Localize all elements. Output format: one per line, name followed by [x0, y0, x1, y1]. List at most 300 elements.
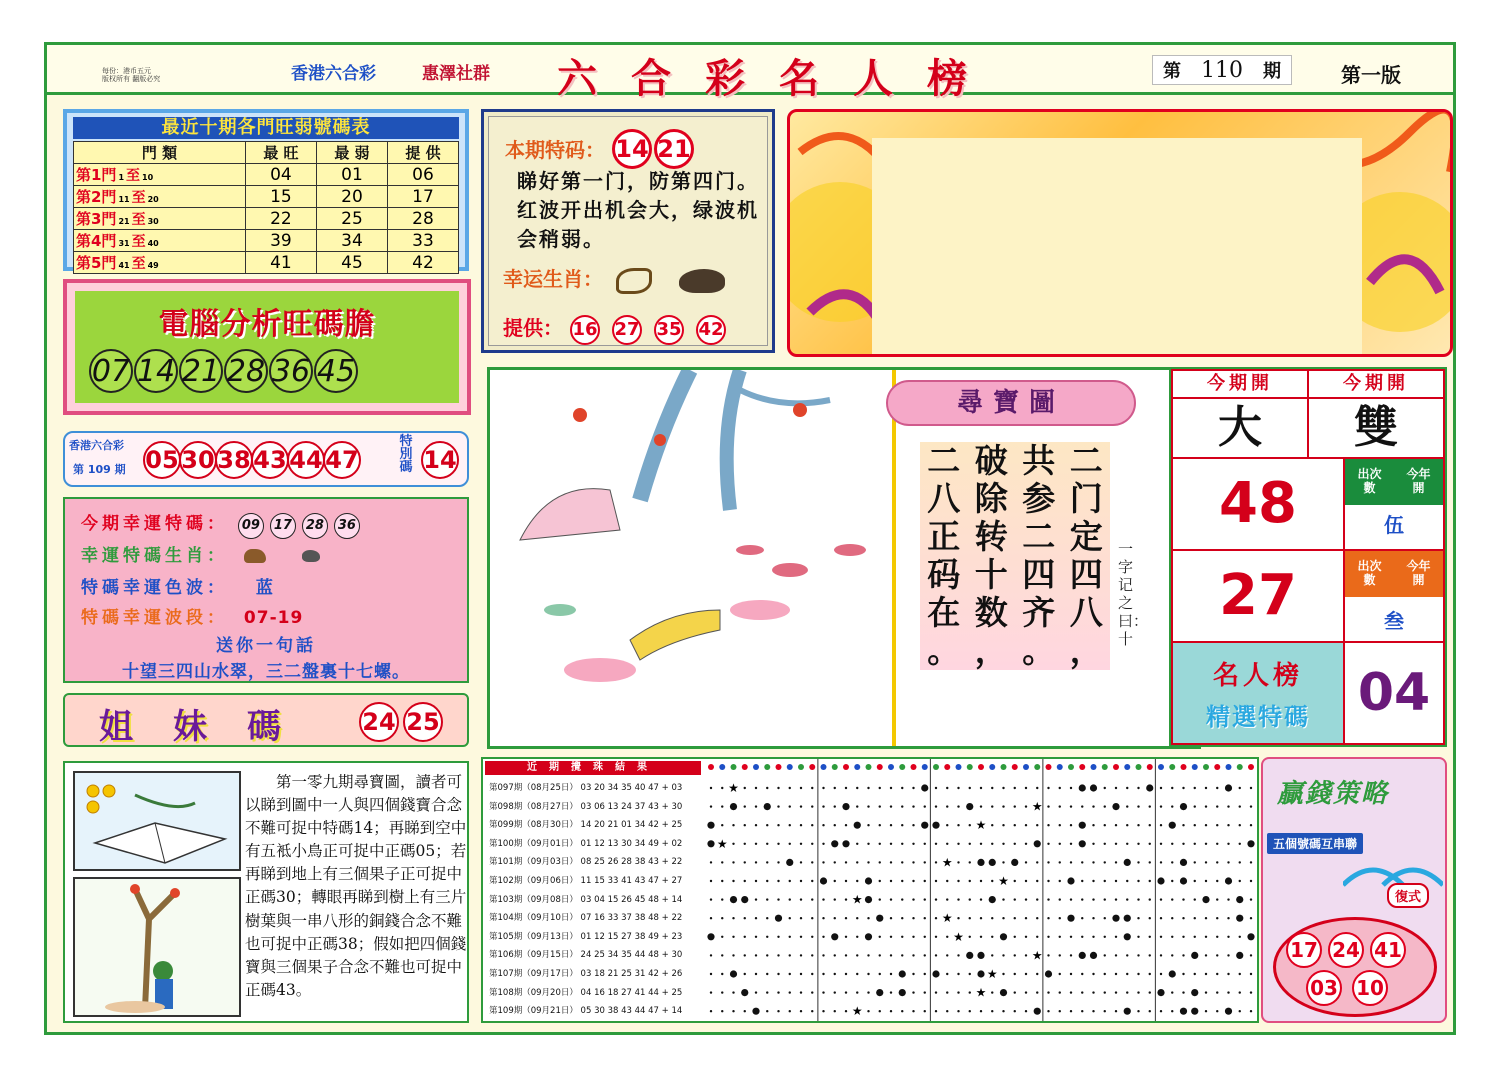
empty-dot: [969, 843, 971, 845]
result-numbers: 24 25 34 35 44 48 + 30: [577, 950, 683, 961]
provide-ball: 42: [696, 315, 726, 345]
sister-title: 姐妹碼: [99, 707, 321, 747]
column-marker: [1102, 764, 1108, 770]
empty-dot: [957, 1010, 959, 1012]
empty-dot: [1115, 787, 1117, 789]
empty-dot: [1171, 787, 1173, 789]
sister-ball: 25: [403, 702, 443, 742]
empty-dot: [867, 861, 869, 863]
empty-dot: [1194, 787, 1196, 789]
drawn-dot: [989, 896, 996, 903]
drawn-dot: [707, 840, 714, 847]
empty-dot: [1025, 880, 1027, 882]
empty-dot: [1081, 936, 1083, 938]
empty-dot: [1092, 973, 1094, 975]
empty-dot: [890, 787, 892, 789]
drawn-dot: [865, 877, 872, 884]
empty-dot: [755, 917, 757, 919]
column-marker: [1034, 764, 1040, 770]
empty-dot: [1216, 1010, 1218, 1012]
drawn-dot: [1079, 952, 1086, 959]
drawn-dot: [977, 952, 984, 959]
result-issue: 第106期（09月15日）: [489, 950, 578, 961]
empty-dot: [1014, 880, 1016, 882]
empty-dot: [1205, 991, 1207, 993]
draw-ball: 05: [143, 441, 181, 479]
column-marker: [1046, 764, 1052, 770]
empty-dot: [1194, 880, 1196, 882]
empty-dot: [1160, 824, 1162, 826]
table-row: [74, 252, 459, 274]
empty-dot: [1160, 843, 1162, 845]
empty-dot: [845, 991, 847, 993]
result-issue: 第098期（08月27日）: [489, 801, 578, 812]
empty-dot: [901, 861, 903, 863]
last-draw-numbers: [143, 441, 359, 479]
strength-table-title: 最近十期各門旺弱號碼表: [73, 117, 459, 139]
column-marker: [1012, 764, 1018, 770]
empty-dot: [879, 1010, 881, 1012]
empty-dot: [1227, 954, 1229, 956]
empty-dot: [1115, 936, 1117, 938]
column-marker: [1057, 764, 1063, 770]
empty-dot: [1115, 861, 1117, 863]
cold-cell: 20: [316, 186, 387, 208]
lucky-range-label: 特碼幸運波段：: [81, 608, 228, 628]
drawn-dot: [1191, 1008, 1198, 1015]
empty-dot: [1059, 787, 1061, 789]
empty-dot: [1149, 917, 1151, 919]
range-to: 20: [147, 195, 159, 204]
result-issue: 第099期（08月30日）: [489, 820, 578, 831]
special-star: ★: [986, 967, 998, 981]
empty-dot: [1047, 898, 1049, 900]
result-issue: 第103期（09月08日）: [489, 894, 578, 905]
result-issue: 第108期（09月20日）: [489, 987, 578, 998]
empty-dot: [1216, 824, 1218, 826]
empty-dot: [766, 787, 768, 789]
empty-dot: [1115, 898, 1117, 900]
empty-dot: [1092, 917, 1094, 919]
empty-dot: [1070, 1010, 1072, 1012]
treasure-explanation-text: 第一零九期尋寶圖，讀者可以睇到圖中一人與四個錢寶合念不難可捉中特碼14；再睇到空中有五袛小鳥正可捉中正碼05；若再睇到地上有三個果子正可捉中正碼30；轉眼再睇到樹上有三片樹葉與一串八形的銅錢合念不難也可捉中正碼38；假如把四個錢寶與三個果子合念不難也可捉中正碼43。: [245, 773, 467, 999]
empty-dot: [1025, 898, 1027, 900]
special-code-text: 睇好第一门，防第四门。红波开出机会大，绿波机会稍弱。: [517, 169, 759, 251]
treasure-explanation-box: [63, 761, 469, 1023]
sister-numbers: [359, 702, 443, 742]
recent-results-box: [481, 757, 1259, 1023]
poem-char: 正: [927, 517, 961, 556]
drawn-dot: [820, 877, 827, 884]
empty-dot: [924, 880, 926, 882]
range-to: 49: [147, 261, 159, 270]
empty-dot: [1194, 805, 1196, 807]
empty-dot: [957, 954, 959, 956]
empty-dot: [1059, 973, 1061, 975]
empty-dot: [800, 787, 802, 789]
page-title: 六合彩名人榜: [557, 55, 1001, 102]
empty-dot: [1137, 787, 1139, 789]
draw-info-grid: [1169, 367, 1447, 747]
gate-cell: [74, 186, 246, 208]
empty-dot: [991, 843, 993, 845]
empty-dot: [1081, 917, 1083, 919]
empty-dot: [732, 824, 734, 826]
empty-dot: [1239, 787, 1241, 789]
empty-dot: [1160, 936, 1162, 938]
count-tag-box-1: [1343, 457, 1445, 551]
empty-dot: [1149, 824, 1151, 826]
drawn-dot: [1000, 933, 1007, 940]
poem-char: 共: [1022, 441, 1056, 480]
empty-dot: [1250, 917, 1252, 919]
empty-dot: [1025, 805, 1027, 807]
special-star: ★: [975, 985, 987, 1000]
column-marker: [877, 764, 883, 770]
special-star: ★: [975, 818, 987, 833]
empty-dot: [1205, 787, 1207, 789]
empty-dot: [1059, 954, 1061, 956]
empty-dot: [755, 843, 757, 845]
poem-char: 二: [1069, 441, 1103, 480]
open-header-1: 今期開: [1171, 369, 1309, 399]
draw-ball: 47: [323, 441, 361, 479]
empty-dot: [924, 843, 926, 845]
empty-dot: [1025, 954, 1027, 956]
special-star: ★: [728, 781, 739, 795]
drawn-dot: [707, 933, 714, 940]
empty-dot: [1070, 787, 1072, 789]
poem-char: 。: [927, 631, 961, 670]
empty-dot: [1160, 917, 1162, 919]
empty-dot: [1115, 954, 1117, 956]
count-tag-a: 出次數: [1357, 559, 1382, 587]
col-header: 最 旺: [245, 142, 316, 164]
empty-dot: [789, 936, 791, 938]
empty-dot: [856, 843, 858, 845]
empty-dot: [1182, 936, 1184, 938]
drawn-dot: [865, 933, 872, 940]
empty-dot: [901, 880, 903, 882]
empty-dot: [867, 805, 869, 807]
column-marker: [1124, 764, 1130, 770]
poem-char: ，: [974, 631, 1008, 670]
empty-dot: [867, 973, 869, 975]
empty-dot: [1239, 991, 1241, 993]
column-marker: [956, 764, 962, 770]
empty-dot: [744, 954, 746, 956]
drawn-dot: [865, 896, 872, 903]
count-tag-a: 出次數: [1357, 467, 1382, 495]
empty-dot: [1137, 1010, 1139, 1012]
provide-row: [503, 312, 738, 345]
drawn-dot: [1157, 877, 1164, 884]
poem-column: [968, 442, 1016, 670]
empty-dot: [1047, 880, 1049, 882]
empty-dot: [935, 787, 937, 789]
empty-dot: [1149, 880, 1151, 882]
empty-dot: [912, 787, 914, 789]
empty-dot: [732, 880, 734, 882]
empty-dot: [1104, 1010, 1106, 1012]
column-marker: [1192, 764, 1198, 770]
column-marker: [866, 764, 872, 770]
empty-dot: [980, 898, 982, 900]
empty-dot: [710, 805, 712, 807]
empty-dot: [811, 787, 813, 789]
empty-dot: [991, 917, 993, 919]
empty-dot: [1250, 805, 1252, 807]
empty-dot: [1160, 954, 1162, 956]
empty-dot: [901, 936, 903, 938]
empty-dot: [946, 898, 948, 900]
lucky-number: 17: [270, 513, 296, 539]
empty-dot: [1160, 805, 1162, 807]
empty-dot: [845, 1010, 847, 1012]
empty-dot: [766, 991, 768, 993]
lucky-zodiac-row: [503, 263, 725, 294]
empty-dot: [789, 898, 791, 900]
empty-dot: [912, 936, 914, 938]
empty-dot: [935, 805, 937, 807]
empty-dot: [1227, 898, 1229, 900]
column-marker: [922, 764, 928, 770]
empty-dot: [1182, 973, 1184, 975]
empty-dot: [1002, 843, 1004, 845]
empty-dot: [811, 805, 813, 807]
empty-dot: [1227, 861, 1229, 863]
column-marker: [1237, 764, 1243, 770]
column-marker: [764, 764, 770, 770]
empty-dot: [1002, 1010, 1004, 1012]
empty-dot: [957, 824, 959, 826]
empty-dot: [755, 861, 757, 863]
empty-dot: [1227, 936, 1229, 938]
empty-dot: [834, 898, 836, 900]
empty-dot: [1059, 1010, 1061, 1012]
empty-dot: [1149, 898, 1151, 900]
empty-dot: [800, 917, 802, 919]
empty-dot: [1194, 861, 1196, 863]
empty-dot: [1025, 917, 1027, 919]
empty-dot: [1171, 880, 1173, 882]
column-marker: [1001, 764, 1007, 770]
number-circle: 14: [134, 349, 178, 393]
column-marker: [944, 764, 950, 770]
empty-dot: [856, 861, 858, 863]
empty-dot: [1205, 824, 1207, 826]
empty-dot: [834, 880, 836, 882]
lucky-range-value: 07-19: [243, 608, 304, 628]
empty-dot: [890, 973, 892, 975]
empty-dot: [789, 917, 791, 919]
empty-dot: [1014, 843, 1016, 845]
special-star: ★: [941, 855, 953, 870]
empty-dot: [822, 954, 824, 956]
empty-dot: [744, 880, 746, 882]
empty-dot: [834, 954, 836, 956]
empty-dot: [890, 880, 892, 882]
empty-dot: [1036, 917, 1038, 919]
sister-ball: 24: [359, 702, 399, 742]
empty-dot: [1126, 843, 1128, 845]
strategy-ball: 10: [1352, 970, 1388, 1006]
empty-dot: [766, 898, 768, 900]
edition-label: 第一版: [1341, 63, 1401, 87]
empty-dot: [1239, 936, 1241, 938]
empty-dot: [867, 824, 869, 826]
empty-dot: [1014, 805, 1016, 807]
drawn-dot: [921, 784, 928, 791]
empty-dot: [1014, 787, 1016, 789]
empty-dot: [800, 991, 802, 993]
empty-dot: [1205, 917, 1207, 919]
drawn-dot: [1124, 1008, 1131, 1015]
provide-ball: 27: [612, 315, 642, 345]
gate-cell: [74, 252, 246, 274]
empty-dot: [755, 936, 757, 938]
empty-dot: [879, 973, 881, 975]
empty-dot: [1025, 1010, 1027, 1012]
empty-dot: [822, 991, 824, 993]
empty-dot: [811, 917, 813, 919]
empty-dot: [935, 936, 937, 938]
column-marker: [821, 764, 827, 770]
drawn-dot: [1124, 915, 1131, 922]
issue-number: 110: [1201, 57, 1243, 83]
draw-ball: 30: [179, 441, 217, 479]
poem-char: 。: [1022, 631, 1056, 670]
column-marker: [1147, 764, 1153, 770]
drawn-dot: [966, 803, 973, 810]
drawn-dot: [1034, 1008, 1041, 1015]
empty-dot: [777, 843, 779, 845]
empty-dot: [744, 917, 746, 919]
empty-dot: [834, 1010, 836, 1012]
empty-dot: [845, 898, 847, 900]
empty-dot: [1104, 898, 1106, 900]
empty-dot: [946, 824, 948, 826]
empty-dot: [1149, 936, 1151, 938]
drawn-dot: [876, 915, 883, 922]
empty-dot: [1036, 861, 1038, 863]
drawn-dot: [1067, 915, 1074, 922]
empty-dot: [1104, 973, 1106, 975]
empty-dot: [867, 843, 869, 845]
drawn-dot: [1157, 989, 1164, 996]
special-star: ★: [998, 874, 1009, 888]
drawn-dot: [1236, 952, 1243, 959]
drawn-dot: [1011, 859, 1018, 866]
page-frame: [44, 42, 1456, 1035]
column-marker: [899, 764, 905, 770]
empty-dot: [1182, 824, 1184, 826]
empty-dot: [822, 805, 824, 807]
issue-box: [1152, 55, 1292, 85]
empty-dot: [1160, 973, 1162, 975]
empty-dot: [946, 973, 948, 975]
column-marker: [967, 764, 973, 770]
provide-ball: 16: [570, 315, 600, 345]
empty-dot: [834, 805, 836, 807]
empty-dot: [710, 898, 712, 900]
empty-dot: [890, 991, 892, 993]
column-marker: [1136, 764, 1142, 770]
empty-dot: [1002, 973, 1004, 975]
empty-dot: [710, 973, 712, 975]
strategy-row-2: [1306, 970, 1388, 1006]
column-marker: [719, 764, 725, 770]
empty-dot: [1227, 843, 1229, 845]
empty-dot: [1239, 861, 1241, 863]
poem-column: [1015, 442, 1063, 670]
drawn-dot: [1202, 896, 1209, 903]
empty-dot: [957, 973, 959, 975]
column-marker: [1214, 764, 1220, 770]
empty-dot: [721, 898, 723, 900]
empty-dot: [1025, 936, 1027, 938]
drawn-dot: [854, 822, 861, 829]
drawn-dot: [764, 803, 771, 810]
count-tag-1: [1345, 459, 1443, 505]
empty-dot: [901, 954, 903, 956]
last-draw-box: [63, 431, 469, 487]
empty-dot: [1059, 843, 1061, 845]
drawn-dot: [707, 822, 714, 829]
empty-dot: [766, 917, 768, 919]
special-star: ★: [953, 929, 964, 944]
empty-dot: [901, 787, 903, 789]
saying-title: 送你一句話: [216, 636, 316, 656]
empty-dot: [1036, 824, 1038, 826]
empty-dot: [721, 787, 723, 789]
empty-dot: [845, 824, 847, 826]
table-row: [74, 230, 459, 252]
poem-hint: 一字记之曰：十: [1118, 540, 1149, 648]
draw-ball: 38: [215, 441, 253, 479]
empty-dot: [732, 954, 734, 956]
empty-dot: [755, 991, 757, 993]
table-row: [74, 208, 459, 230]
empty-dot: [912, 917, 914, 919]
column-marker: [809, 764, 815, 770]
empty-dot: [1171, 898, 1173, 900]
result-issue: 第104期（09月10日）: [489, 913, 578, 924]
empty-dot: [1239, 880, 1241, 882]
empty-dot: [1149, 991, 1151, 993]
gate-cell: [74, 230, 246, 252]
empty-dot: [1081, 805, 1083, 807]
empty-dot: [811, 973, 813, 975]
empty-dot: [1036, 973, 1038, 975]
empty-dot: [1081, 898, 1083, 900]
empty-dot: [924, 805, 926, 807]
empty-dot: [1070, 861, 1072, 863]
empty-dot: [721, 917, 723, 919]
empty-dot: [957, 917, 959, 919]
empty-dot: [822, 936, 824, 938]
empty-dot: [1059, 824, 1061, 826]
empty-dot: [845, 917, 847, 919]
empty-dot: [1182, 954, 1184, 956]
empty-dot: [1115, 843, 1117, 845]
empty-dot: [1036, 991, 1038, 993]
empty-dot: [1137, 861, 1139, 863]
empty-dot: [1092, 861, 1094, 863]
result-numbers: 01 12 13 30 34 49 + 02: [577, 838, 683, 849]
lucky-zodiac-label: 幸運特碼生肖：: [81, 546, 228, 566]
table-header-row: [74, 142, 459, 164]
